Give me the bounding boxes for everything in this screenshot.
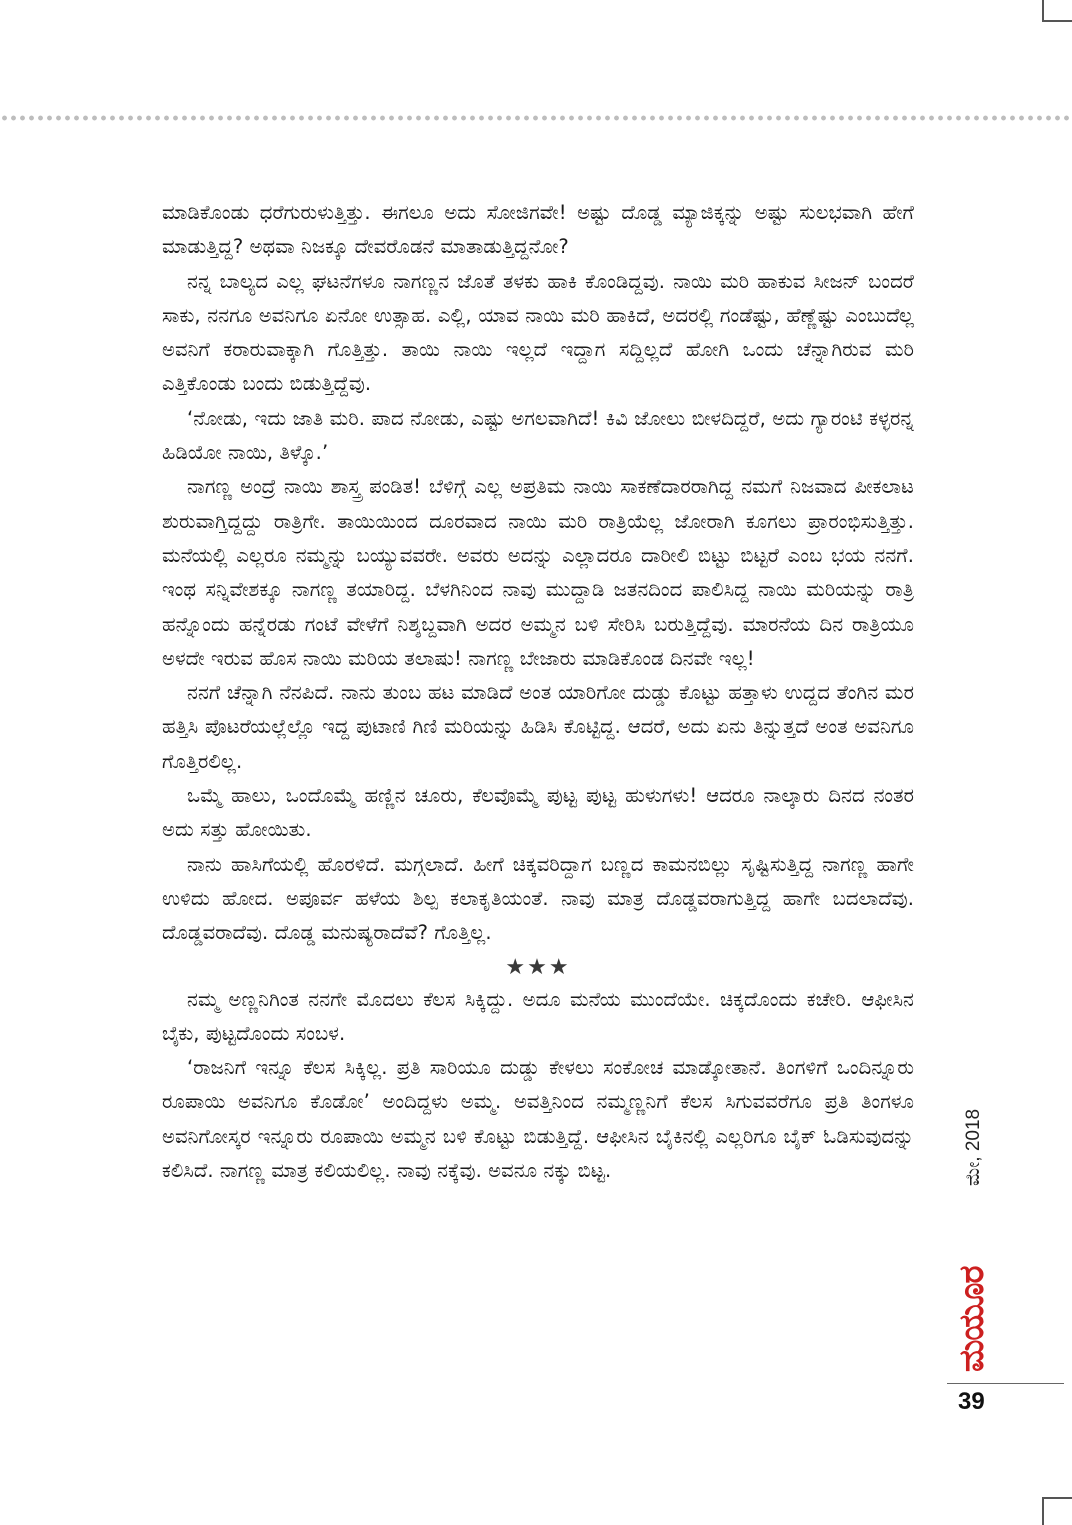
crop-mark-top [1042,0,1072,22]
paragraph: ‘ನೋಡು, ಇದು ಜಾತಿ ಮರಿ. ಪಾದ ನೋಡು, ಎಷ್ಟು ಅಗಲವಾಗಿದೆ! ಕಿವಿ ಜೋಲು ಬೀಳದಿದ್ದರೆ, ಅದು ಗ್ಯಾರಂಟಿ ಕಳ್ಳರನ್ನ ಹಿಡಿಯೋ ನಾಯಿ, ತಿಳ್ಕೊ.’ [162,406,914,465]
paragraph: ನನಗೆ ಚೆನ್ನಾಗಿ ನೆನಪಿದೆ. ನಾನು ತುಂಬ ಹಟ ಮಾಡಿದೆ ಅಂತ ಯಾರಿಗೋ ದುಡ್ಡು ಕೊಟ್ಟು ಹತ್ತಾಳು ಉದ್ದದ ತೆಂಗಿನ ಮರ ಹತ್ತಿಸಿ ಪೊಟರೆಯಲ್ಲೆಲ್ಲೊ ಇದ್ದ ಪುಟಾಣಿ ಗಿಣಿ ಮರಿಯನ್ನು ಹಿಡಿಸಿ ಕೊಟ್ಟಿದ್ದ. ಆದರೆ, ಅದು ಏನು ತಿನ್ನುತ್ತದೆ ಅಂತ ಅವನಿಗೂ ಗೊತ್ತಿರಲಿಲ್ಲ. [162,681,914,773]
page-number: 39 [958,1388,985,1415]
page-number-rule [947,1383,1064,1384]
section-separator-stars: ★★★ [505,954,571,980]
article-body [162,196,914,1188]
dotted-separator [0,114,1072,122]
crop-mark-bottom [1042,1497,1072,1525]
issue-date: ಮೇ, 2018 [963,1108,984,1186]
paragraph: ನಮ್ಮ ಅಣ್ಣನಿಗಿಂತ ನನಗೇ ಮೊದಲು ಕೆಲಸ ಸಿಕ್ಕಿದ್ದು. ಅದೂ ಮನೆಯ ಮುಂದೆಯೇ. ಚಿಕ್ಕದೊಂದು ಕಚೇರಿ. ಆಫೀಸಿನ ಬೈಕು, ಪುಟ್ಟದೊಂದು ಸಂಬಳ. [162,987,914,1045]
paragraph: ಮಾಡಿಕೊಂಡು ಧರೆಗುರುಳುತ್ತಿತ್ತು. ಈಗಲೂ ಅದು ಸೋಜಿಗವೇ! ಅಷ್ಟು ದೊಡ್ಡ ಮ್ಯಾಜಿಕ್ಕನ್ನು ಅಷ್ಟು ಸುಲಭವಾಗಿ ಹೇಗೆ ಮಾಡುತ್ತಿದ್ದ? ಅಥವಾ ನಿಜಕ್ಕೂ ದೇವರೊಡನೆ ಮಾತಾಡುತ್ತಿದ್ದನೋ? [162,201,914,259]
paragraph: ಒಮ್ಮೆ ಹಾಲು, ಒಂದೊಮ್ಮೆ ಹಣ್ಣಿನ ಚೂರು, ಕೆಲವೊಮ್ಮೆ ಪುಟ್ಟ ಪುಟ್ಟ ಹುಳುಗಳು! ಆದರೂ ನಾಲ್ಕಾರು ದಿನದ ನಂತರ ಅದು ಸತ್ತು ಹೋಯಿತು. [162,784,914,842]
paragraph: ನಾಗಣ್ಣ ಅಂದ್ರೆ ನಾಯಿ ಶಾಸ್ತ್ರ ಪಂಡಿತ! ಬೆಳಿಗ್ಗೆ ಎಲ್ಲ ಅಪ್ರತಿಮ ನಾಯಿ ಸಾಕಣೆದಾರರಾಗಿದ್ದ ನಮಗೆ ನಿಜವಾದ ಪೀಕಲಾಟ ಶುರುವಾಗ್ತಿದ್ದದ್ದು ರಾತ್ರಿಗೇ. ತಾಯಿಯಿಂದ ದೂರವಾದ ನಾಯಿ ಮರಿ ರಾತ್ರಿಯೆಲ್ಲ ಜೋರಾಗಿ ಕೂಗಲು ಪ್ರಾರಂಭಿಸುತ್ತಿತ್ತು. ಮನೆಯಲ್ಲಿ ಎಲ್ಲರೂ ನಮ್ಮನ್ನು ಬಯ್ಯುವವರೇ. ಅವರು ಅದನ್ನು ಎಲ್ಲಾದರೂ ದಾರೀಲಿ ಬಿಟ್ಟು ಬಿಟ್ಟರೆ ಎಂಬ ಭಯ ನನಗೆ. ಇಂಥ ಸನ್ನಿವೇಶಕ್ಕೂ ನಾಗಣ್ಣ ತಯಾರಿದ್ದ. ಬೆಳಗಿನಿಂದ ನಾವು ಮುದ್ದಾಡಿ ಜತನದಿಂದ ಪಾಲಿಸಿದ್ದ ನಾಯಿ ಮರಿಯನ್ನು ರಾತ್ರಿ ಹನ್ನೊಂದು ಹನ್ನೆರಡು ಗಂಟೆ ವೇಳೆಗೆ ನಿಶ್ಶಬ್ದವಾಗಿ ಅದರ ಅಮ್ಮನ ಬಳಿ ಸೇರಿಸಿ ಬರುತ್ತಿದ್ದೆವು. ಮಾರನೆಯ ದಿನ ರಾತ್ರಿಯೂ ಅಳದೇ ಇರುವ ಹೊಸ ನಾಯಿ ಮರಿಯ ತಲಾಷು! ನಾಗಣ್ಣ ಬೇಜಾರು ಮಾಡಿಕೊಂಡ ದಿನವೇ ಇಲ್ಲ! [162,475,914,670]
paragraph: ನಾನು ಹಾಸಿಗೆಯಲ್ಲಿ ಹೊರಳಿದೆ. ಮಗ್ಗಲಾದೆ. ಹೀಗೆ ಚಿಕ್ಕವರಿದ್ದಾಗ ಬಣ್ಣದ ಕಾಮನಬಿಲ್ಲು ಸೃಷ್ಟಿಸುತ್ತಿದ್ದ ನಾಗಣ್ಣ ಹಾಗೇ ಉಳಿದು ಹೋದ. ಅಪೂರ್ವ ಹಳೆಯ ಶಿಲ್ಪ ಕಲಾಕೃತಿಯಂತೆ. ನಾವು ಮಾತ್ರ ದೊಡ್ಡವರಾಗುತ್ತಿದ್ದ ಹಾಗೇ ಬದಲಾದೆವು. ದೊಡ್ಡವರಾದೆವು. ದೊಡ್ಡ ಮನುಷ್ಯರಾದೆವೆ? ಗೊತ್ತಿಲ್ಲ. [162,852,914,945]
magazine-logo: ಮಯೂರ [952,1266,992,1372]
paragraph: ನನ್ನ ಬಾಲ್ಯದ ಎಲ್ಲ ಘಟನೆಗಳೂ ನಾಗಣ್ಣನ ಜೊತೆ ತಳಕು ಹಾಕಿ ಕೊಂಡಿದ್ದವು. ನಾಯಿ ಮರಿ ಹಾಕುವ ಸೀಜನ್ ಬಂದರೆ ಸಾಕು, ನನಗೂ ಅವನಿಗೂ ಏನೋ ಉತ್ಸಾಹ. ಎಲ್ಲಿ, ಯಾವ ನಾಯಿ ಮರಿ ಹಾಕಿದೆ, ಅದರಲ್ಲಿ ಗಂಡೆಷ್ಟು, ಹೆಣ್ಣೆಷ್ಟು ಎಂಬುದೆಲ್ಲ ಅವನಿಗೆ ಕರಾರುವಾಕ್ಕಾಗಿ ಗೊತ್ತಿತ್ತು. ತಾಯಿ ನಾಯಿ ಇಲ್ಲದೆ ಇದ್ದಾಗ ಸದ್ದಿಲ್ಲದೆ ಹೋಗಿ ಒಂದು ಚೆನ್ನಾಗಿರುವ ಮರಿ ಎತ್ತಿಕೊಂಡು ಬಂದು ಬಿಡುತ್ತಿದ್ದೆವು. [162,269,914,396]
paragraph: ‘ರಾಜನಿಗೆ ಇನ್ನೂ ಕೆಲಸ ಸಿಕ್ಕಿಲ್ಲ. ಪ್ರತಿ ಸಾರಿಯೂ ದುಡ್ಡು ಕೇಳಲು ಸಂಕೋಚ ಮಾಡ್ಕೋತಾನೆ. ತಿಂಗಳಿಗೆ ಒಂದಿನ್ನೂರು ರೂಪಾಯಿ ಅವನಿಗೂ ಕೊಡೋ’ ಅಂದಿದ್ದಳು ಅಮ್ಮ. ಅವತ್ತಿನಿಂದ ನಮ್ಮಣ್ಣನಿಗೆ ಕೆಲಸ ಸಿಗುವವರೆಗೂ ಪ್ರತಿ ತಿಂಗಳೂ ಅವನಿಗೋಸ್ಕರ ಇನ್ನೂರು ರೂಪಾಯಿ ಅಮ್ಮನ ಬಳಿ ಕೊಟ್ಟು ಬಿಡುತ್ತಿದ್ದೆ. ಆಫೀಸಿನ ಬೈಕಿನಲ್ಲಿ ಎಲ್ಲರಿಗೂ ಬೈಕ್ ಓಡಿಸುವುದನ್ನು ಕಲಿಸಿದೆ. ನಾಗಣ್ಣ ಮಾತ್ರ ಕಲಿಯಲಿಲ್ಲ. ನಾವು ನಕ್ಕೆವು. ಅವನೂ ನಕ್ಕು ಬಿಟ್ಟ. [162,1056,914,1183]
